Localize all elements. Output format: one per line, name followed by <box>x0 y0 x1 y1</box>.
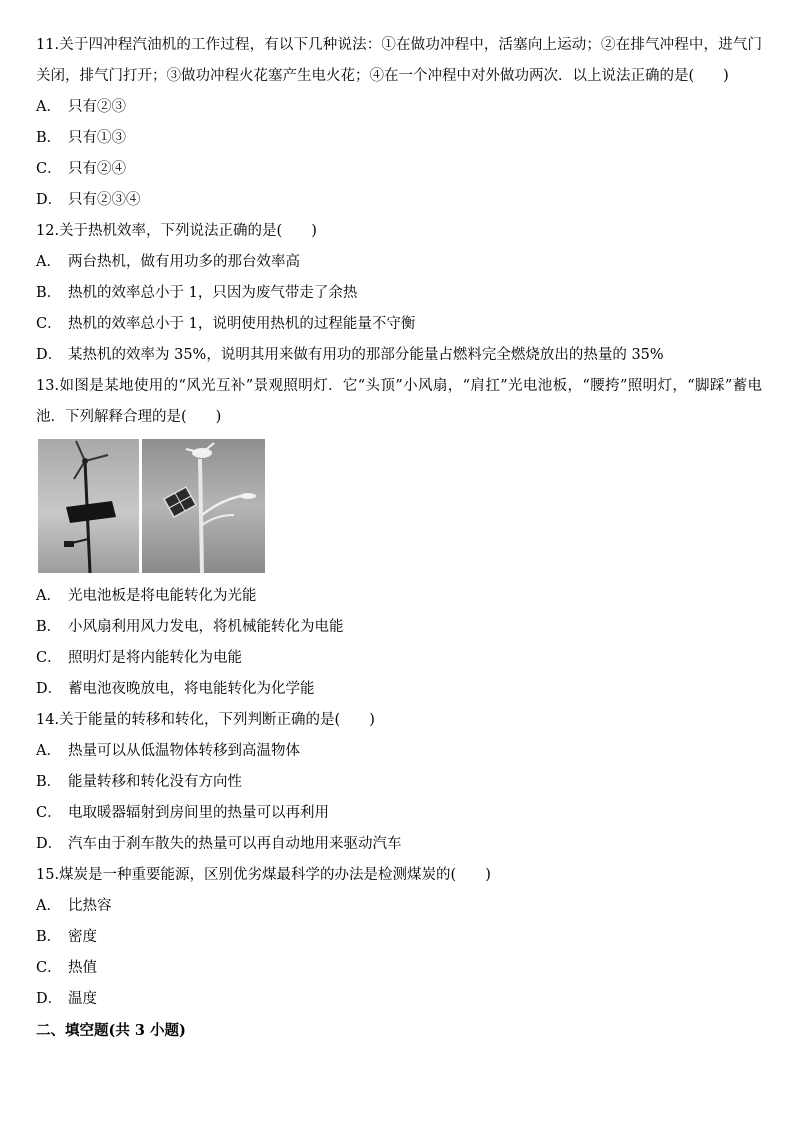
question-13 <box>36 371 762 433</box>
question-14-option-d <box>36 829 762 860</box>
question-14-option-c <box>36 798 762 829</box>
option-text: 电取暖器辐射到房间里的热量可以再利用 <box>68 805 329 821</box>
option-text: 某热机的效率为 35%，说明其用来做有用功的那部分能量占燃料完全燃烧放出的热量的 35% <box>68 347 664 363</box>
question-12-option-b <box>36 278 762 309</box>
question-14-option-a <box>36 736 762 767</box>
question-11-options <box>36 92 762 216</box>
option-letter: C． <box>36 650 62 666</box>
question-15-stem: 15.煤炭是一种重要能源，区别优劣煤最科学的办法是检测煤炭的( ) <box>36 867 491 883</box>
option-letter: C． <box>36 960 62 976</box>
question-13-options <box>36 581 762 705</box>
question-13-option-b <box>36 612 762 643</box>
option-letter: B． <box>36 285 62 301</box>
option-text: 温度 <box>68 991 97 1007</box>
option-text: 比热容 <box>68 898 112 914</box>
option-letter: D． <box>36 836 63 852</box>
question-11 <box>36 30 762 92</box>
section-title-fill-in: 二、填空题(共 3 小题) <box>36 1022 186 1039</box>
option-letter: D． <box>36 347 63 363</box>
option-letter: A． <box>36 898 61 914</box>
question-11-option-d <box>36 185 762 216</box>
option-letter: B． <box>36 130 62 146</box>
option-text: 汽车由于刹车散失的热量可以再自动地用来驱动汽车 <box>68 836 402 852</box>
option-text: 只有②③④ <box>68 192 141 208</box>
option-letter: B． <box>36 774 62 790</box>
question-13-option-a <box>36 581 762 612</box>
option-letter: C． <box>36 805 62 821</box>
question-15-option-c <box>36 953 762 984</box>
option-text: 只有①③ <box>68 130 126 146</box>
option-text: 热机的效率总小于 1，只因为废气带走了余热 <box>68 285 358 301</box>
option-letter: C． <box>36 316 62 332</box>
question-14-option-b <box>36 767 762 798</box>
option-letter: B． <box>36 619 62 635</box>
question-15-option-b <box>36 922 762 953</box>
wind-solar-lamp-photo-1 <box>38 439 139 573</box>
option-letter: A． <box>36 743 61 759</box>
question-11-stem: 11.关于四冲程汽油机的工作过程，有以下几种说法：①在做功冲程中，活塞向上运动；②在排气冲程中，进气门关闭，排气门打开；③做功冲程火花塞产生电火花；④在一个冲程中对外做功两次．以上说法正确的是( ) <box>36 37 762 84</box>
question-12-option-d <box>36 340 762 371</box>
option-text: 只有②④ <box>68 161 126 177</box>
question-12-option-c <box>36 309 762 340</box>
wind-solar-lamp-photo-2 <box>142 439 265 573</box>
question-13-option-d <box>36 674 762 705</box>
question-11-option-c <box>36 154 762 185</box>
option-text: 热值 <box>68 960 97 976</box>
question-13-option-c <box>36 643 762 674</box>
option-text: 蓄电池夜晚放电，将电能转化为化学能 <box>68 681 315 697</box>
option-text: 热机的效率总小于 1，说明使用热机的过程能量不守衡 <box>68 316 416 332</box>
question-11-option-a <box>36 92 762 123</box>
option-letter: D． <box>36 681 63 697</box>
question-14-stem: 14.关于能量的转移和转化，下列判断正确的是( ) <box>36 712 375 728</box>
option-text: 小风扇利用风力发电，将机械能转化为电能 <box>68 619 344 635</box>
wind-solar-lamp-1-drawing <box>38 439 139 573</box>
option-letter: D． <box>36 991 63 1007</box>
option-text: 两台热机，做有用功多的那台效率高 <box>68 254 300 270</box>
question-14-options <box>36 736 762 860</box>
wind-solar-lamp-2-drawing <box>142 439 265 573</box>
option-text: 能量转移和转化没有方向性 <box>68 774 242 790</box>
option-text: 光电池板是将电能转化为光能 <box>68 588 257 604</box>
option-letter: A． <box>36 99 61 115</box>
option-letter: B． <box>36 929 62 945</box>
question-11-option-b <box>36 123 762 154</box>
question-13-figure <box>38 439 762 573</box>
option-letter: C． <box>36 161 62 177</box>
question-15-option-d <box>36 984 762 1015</box>
option-letter: A． <box>36 254 61 270</box>
option-text: 照明灯是将内能转化为电能 <box>68 650 242 666</box>
option-text: 热量可以从低温物体转移到高温物体 <box>68 743 300 759</box>
option-text: 只有②③ <box>68 99 126 115</box>
question-12-options <box>36 247 762 371</box>
option-text: 密度 <box>68 929 97 945</box>
question-12-stem: 12.关于热机效率，下列说法正确的是( ) <box>36 223 317 239</box>
question-12-option-a <box>36 247 762 278</box>
document-page <box>36 30 762 1046</box>
option-letter: D． <box>36 192 63 208</box>
option-letter: A． <box>36 588 61 604</box>
question-15-options <box>36 891 762 1015</box>
question-13-stem: 13.如图是某地使用的“风光互补”景观照明灯．它“头顶”小风扇，“肩扛”光电池板，“腰挎”照明灯，“脚踩”蓄电池．下列解释合理的是( ) <box>36 378 762 425</box>
question-15-option-a <box>36 891 762 922</box>
